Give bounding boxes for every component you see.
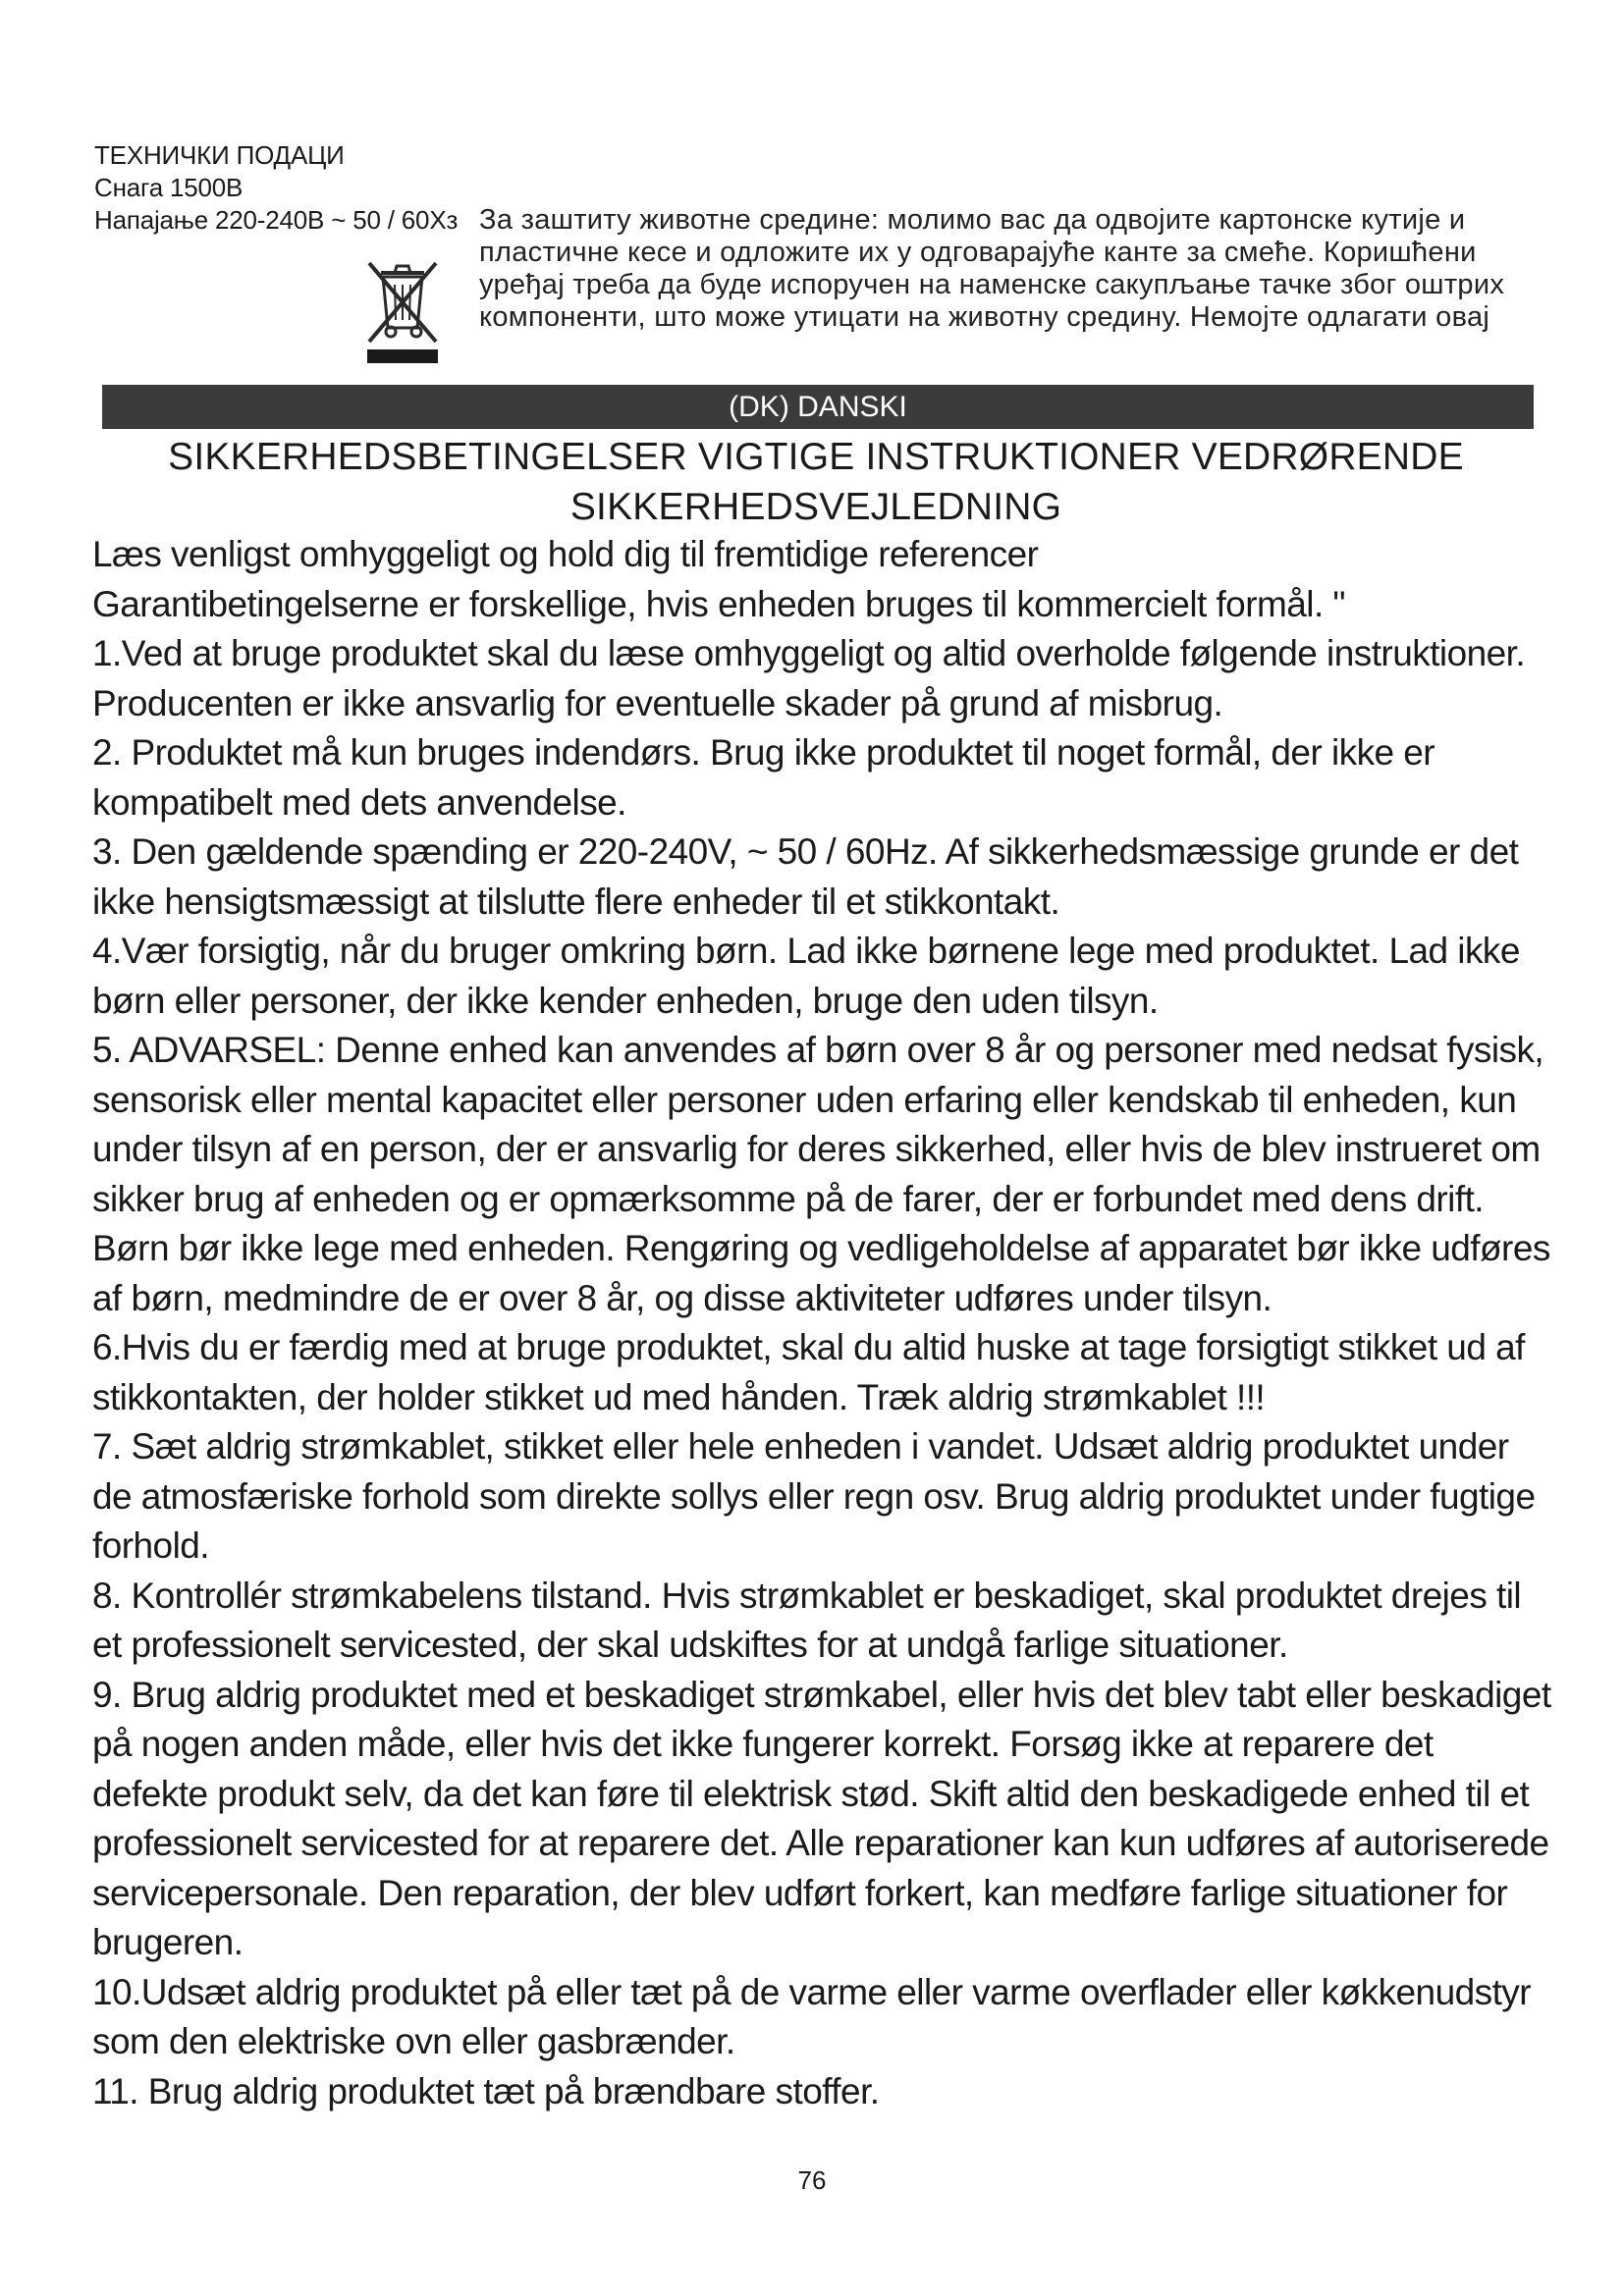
instruction-item: 3. Den gældende spænding er 220-240V, ~ 50 / 60Hz. Af sikkerhedsmæssige grunde er det ikke hensigtsmæssigt at tilslutte flere enheder til et stikkontakt.	[92, 831, 1519, 922]
weee-crossed-out-bin-icon	[361, 240, 444, 365]
instruction-item: 11. Brug aldrig produktet tæt på brændbare stoffer.	[92, 2070, 880, 2111]
language-banner: (DK) DANSKI	[102, 385, 1534, 429]
instruction-item: 2. Produktet må kun bruges indendørs. Brug ikke produktet til noget formål, der ikke er kompatibelt med dets anvendelse.	[92, 732, 1435, 823]
heading-line-2: SIKKERHEDSVEJLEDNING	[569, 486, 1062, 528]
paragraph-intro: Læs venligst omhyggeligt og hold dig til fremtidige referencer	[92, 534, 1039, 574]
environment-notice: За заштиту животне средине: молимо вас да одвојите картонске кутије и пластичне кесе и одложите их у одговарајуће канте за смеће. Коришћени уређај треба да буде испоручен на наменске сакупљање тачке због оштрих компоненти, што може утицати на животну средину. Немојте одлагати овај	[479, 204, 1505, 333]
instruction-item: 5. ADVARSEL: Denne enhed kan anvendes af børn over 8 år og personer med nedsat fysisk, sensorisk eller mental kapacitet eller personer uden erfaring eller kendskab til enheden, kun under tilsyn af en person, der er ansvarlig for deres sikkerhed, eller hvis de blev instrueret om sikker brug af enheden og er opmærksomme på de farer, der er forbundet med dens drift. Børn bør ikke lege med enheden. Rengøring og vedligeholdelse af apparatet bør ikke udføres af børn, medmindre de er over 8 år, og disse aktiviteter udføres under tilsyn.	[92, 1030, 1550, 1318]
technical-data	[94, 139, 458, 237]
instruction-item: 4.Vær forsigtig, når du bruger omkring børn. Lad ikke børnene lege med produktet. Lad ikke børn eller personer, der ikke kender enheden, bruge den uden tilsyn.	[92, 931, 1520, 1021]
instruction-item: 10.Udsæt aldrig produktet på eller tæt på de varme eller varme overflader eller køkkenudstyr som den elektriske ovn eller gasbrænder.	[92, 1971, 1532, 2061]
tech-data-supply: Напајање 220-240В ~ 50 / 60Хз	[94, 205, 459, 235]
section-heading	[94, 432, 1538, 532]
page-number: 76	[797, 2165, 827, 2195]
instruction-item: 1.Ved at bruge produktet skal du læse omhyggeligt og altid overholde følgende instruktioner. Producenten er ikke ansvarlig for eventuelle skader på grund af misbrug.	[92, 633, 1526, 723]
heading-line-1: SIKKERHEDSBETINGELSER VIGTIGE INSTRUKTIONER VEDRØRENDE	[168, 436, 1464, 478]
tech-data-power: Снага 1500В	[94, 173, 244, 202]
tech-data-title: ТЕХНИЧКИ ПОДАЦИ	[94, 140, 345, 170]
instructions-body	[92, 530, 1551, 2116]
instruction-item: 6.Hvis du er færdig med at bruge produktet, skal du altid huske at tage forsigtigt stikket ud af stikkontakten, der holder stikket ud med hånden. Træk aldrig strømkablet !!!	[92, 1327, 1525, 1417]
instruction-item: 9. Brug aldrig produktet med et beskadiget strømkabel, eller hvis det blev tabt eller beskadiget på nogen anden måde, eller hvis det ikke fungerer korrekt. Forsøg ikke at reparere det defekte produkt selv, da det kan føre til elektrisk stød. Skift altid den beskadigede enhed til et professionelt servicested for at reparere det. Alle reparationer kan kun udføres af autoriserede servicepersonale. Den reparation, der blev udført forkert, kan medføre farlige situationer for brugeren.	[92, 1674, 1551, 1962]
paragraph-warranty: Garantibetingelserne er forskellige, hvis enheden bruges til kommercielt formål. "	[92, 583, 1345, 624]
instruction-item: 8. Kontrollér strømkabelens tilstand. Hvis strømkablet er beskadiget, skal produktet drejes til et professionelt servicested, der skal udskiftes for at undgå farlige situationer.	[92, 1575, 1522, 1665]
instruction-item: 7. Sæt aldrig strømkablet, stikket eller hele enheden i vandet. Udsæt aldrig produktet under de atmosfæriske forhold som direkte sollys eller regn osv. Brug aldrig produktet under fugtige forhold.	[92, 1426, 1536, 1566]
